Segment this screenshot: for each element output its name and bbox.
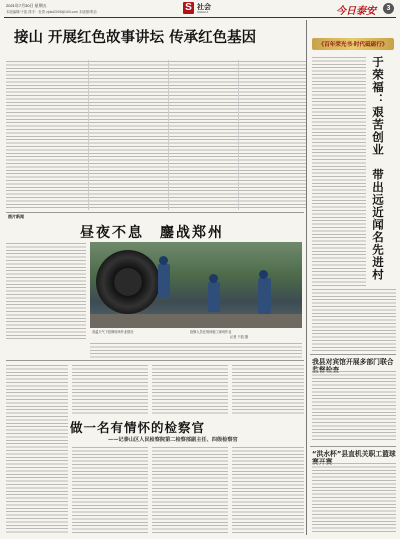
story-kicker: 图片新闻 [8, 214, 24, 219]
lower-body-col1 [6, 364, 68, 534]
photo-caption-left: 高温天气下抢修现场作业情况 [92, 330, 134, 334]
procurator-body-col3 [232, 446, 304, 535]
section-letter: S [185, 2, 192, 13]
section-name: 社会 [197, 3, 211, 11]
inspection-body [312, 370, 396, 440]
worker-head-2 [209, 274, 218, 283]
night-story-body-lower [90, 342, 302, 358]
ground [90, 314, 302, 328]
col-divider-1 [88, 60, 89, 210]
right-story-body-lower [312, 288, 396, 352]
photo-caption-right: 抢修人员在现场施工现场作业 [190, 330, 232, 334]
inspection-headline: 我县对宾馆开展多部门联合 [312, 358, 394, 366]
cable-drum [96, 250, 160, 314]
basketball-body [312, 462, 396, 534]
procurator-headline-text: 做一名有情怀的检察官 [70, 420, 206, 435]
worker-figure-3 [258, 278, 271, 314]
lower-body-col2 [72, 364, 148, 414]
night-work-headline: 昼夜不息 鏖战郑州 [80, 225, 224, 241]
right-column-divider [306, 20, 307, 535]
header-rule [4, 17, 396, 18]
lower-rule [6, 360, 304, 361]
col-divider-2 [168, 60, 169, 210]
lower-body-col3 [152, 364, 228, 414]
worker-figure-2 [208, 282, 220, 312]
night-story-body [6, 242, 86, 340]
story-rule [6, 212, 304, 213]
procurator-subline: ——记泰山区人民检察院第二检察部副主任、四级检察官 [108, 437, 238, 443]
photo-credit: 记者 于凯 摄 [230, 335, 248, 339]
basketball-headline: “洪水杯”县直机关职工篮球 [312, 450, 396, 458]
procurator-body-col1 [72, 446, 148, 535]
worker-head-3 [259, 270, 268, 279]
right-rule-2 [310, 446, 396, 447]
worker-head-1 [159, 256, 168, 265]
main-headline: 接山 开展红色故事讲坛 传承红色基因 [14, 30, 257, 46]
col-divider-3 [238, 60, 239, 210]
lower-body-col4 [232, 364, 304, 414]
procurator-body-col2 [152, 446, 228, 535]
section-sub: SHEHUI [197, 10, 209, 14]
newspaper-logo: 今日泰安 [336, 6, 376, 17]
procurator-headline [70, 418, 205, 436]
editor-line: 本版编辑/于凯 排手：杜蒙 zjdsd2008@163.com 本版照/集彩 [6, 10, 97, 14]
page-number: 3 [383, 3, 394, 14]
issue-date: 2021年7月30日 星期五 [6, 3, 47, 8]
right-rule-1 [310, 354, 396, 355]
worker-figure-1 [158, 264, 170, 298]
series-banner: 《百年荣光书·时代砥砺行》 [312, 38, 394, 50]
right-story-body [312, 56, 366, 286]
main-story-body [6, 60, 306, 210]
right-vertical-headline: 于荣福：艰苦创业 带出远近闻名先进村 [371, 56, 385, 281]
repair-crew-photo [90, 242, 302, 328]
section-letter-badge [183, 2, 194, 14]
